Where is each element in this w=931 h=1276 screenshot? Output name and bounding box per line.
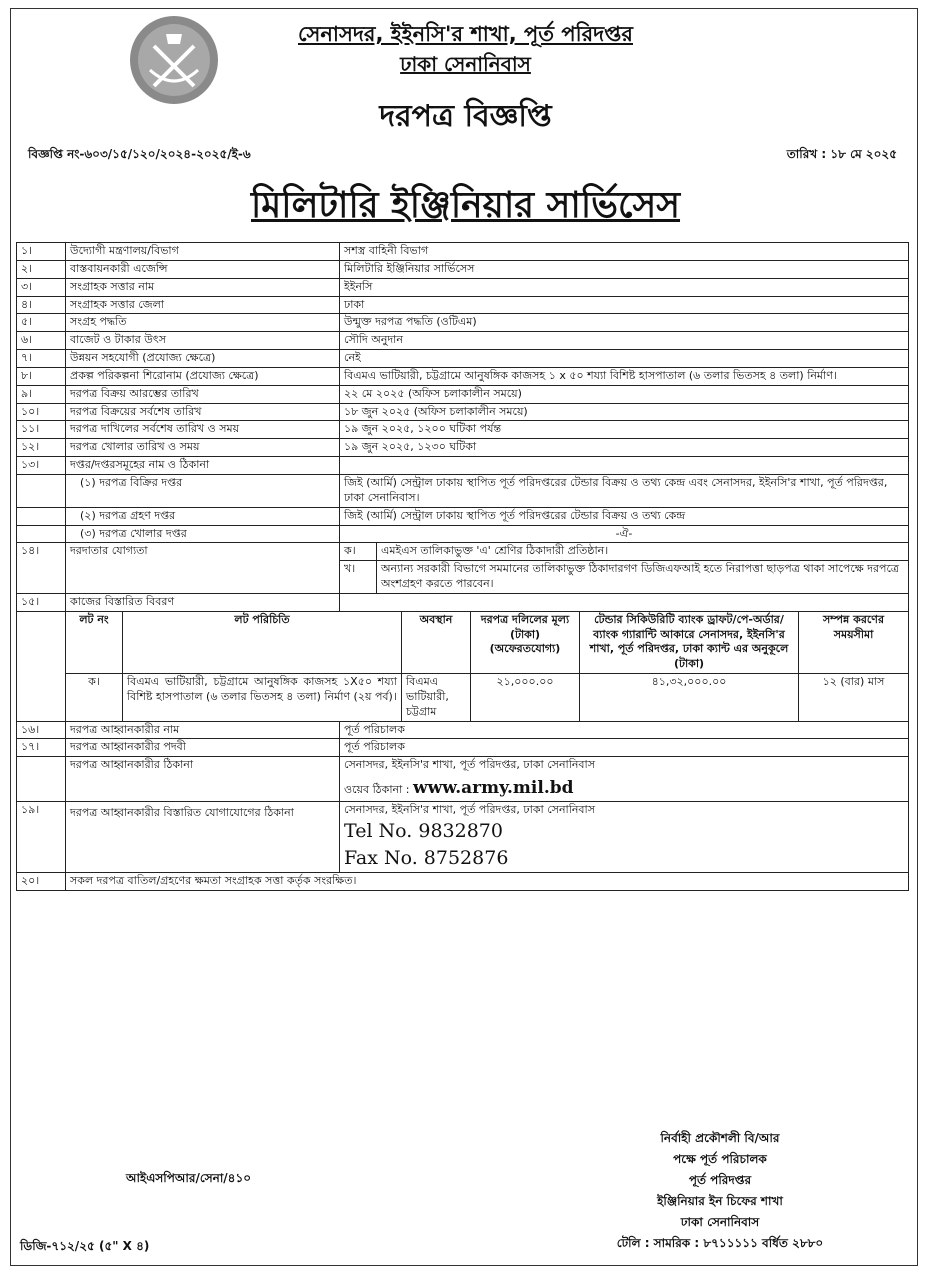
row-label: (৩) দরপত্র খোলার দপ্তর [66, 525, 340, 543]
table-row [17, 593, 909, 611]
row-value: নেই [340, 350, 909, 368]
row-value: বিএমএ ভাটিয়ারী, চট্টগ্রামে আনুষঙ্গিক কাজসহ ১ x ৫০ শয্যা বিশিষ্ট হাসপাতাল (৬ তলার ভিতসহ ৪ তলা) নির্মাণ। [340, 367, 909, 385]
row-label: (১) দরপত্র বিক্রির দপ্তর [66, 474, 340, 507]
row-label: দরপত্র বিক্রয়ের সর্বশেষ তারিখ [66, 403, 340, 421]
lot-duration: ১২ (বার) মাস [799, 674, 909, 721]
row-label: উন্নয়ন সহযোগী (প্রযোজ্য ক্ষেত্রে) [66, 350, 340, 368]
row-number: ৭। [17, 350, 66, 368]
row-number: ৪। [17, 296, 66, 314]
row-value: পূর্ত পরিচালক [340, 721, 909, 739]
row-number: ১৬। [17, 721, 66, 739]
table-row [17, 873, 909, 891]
row-label: দরপত্র খোলার তারিখ ও সময় [66, 439, 340, 457]
table-row [17, 474, 909, 507]
notice-date: তারিখ : ১৮ মে ২০২৫ [786, 147, 897, 161]
row-number: ১৩। [17, 457, 66, 475]
signature-line: ঢাকা সেনানিবাস [680, 1215, 760, 1229]
row-number: ২। [17, 260, 66, 278]
row-number [17, 757, 66, 802]
row-number: ১৯। [17, 802, 66, 873]
row-label: সংগ্রাহক সত্তার জেলা [66, 296, 340, 314]
table-row [17, 332, 909, 350]
col-lot-no: লট নং [66, 612, 123, 674]
row-number: ৬। [17, 332, 66, 350]
row-number: ১৭। [17, 739, 66, 757]
table-row [17, 350, 909, 368]
table-row [17, 611, 909, 721]
row-number: ১২। [17, 439, 66, 457]
table-row [17, 802, 909, 873]
web-label: ওয়েব ঠিকানা : [344, 783, 410, 797]
table-row [17, 421, 909, 439]
row-value: ২২ মে ২০২৫ (অফিস চলাকালীন সময়ে) [340, 385, 909, 403]
row-label: প্রকল্প পরিকল্পনা শিরোনাম (প্রযোজ্য ক্ষেত্রে) [66, 367, 340, 385]
row-label: দরপত্র আহ্বানকারীর নাম [66, 721, 340, 739]
row-value: ১৯ জুন ২০২৫, ১২৩০ ঘটিকা [340, 439, 909, 457]
list-item: অন্যান্য সরকারী বিভাগে সমমানের তালিকাভুক্ত ঠিকাদারগণ ডিজিএফআই হতে নিরাপত্তা ছাড়পত্র থাকা সাপেক্ষে দরপত্রে অংশগ্রহণ করতে পারবেন। [377, 561, 909, 593]
row-value: ১৮ জুন ২০২৫ (অফিস চলাকালীন সময়ে) [340, 403, 909, 421]
table-row [17, 739, 909, 757]
reference-number: বিজ্ঞপ্তি নং-৬০৩/১৫/১২০/২০২৪-২০২৫/ই-৬ [28, 147, 251, 161]
table-row [17, 243, 909, 261]
table-row [17, 721, 909, 739]
office-line2: ঢাকা সেনানিবাস [400, 52, 531, 76]
row-number: ৮। [17, 367, 66, 385]
row-value: উন্মুক্ত দরপত্র পদ্ধতি (ওটিএম) [340, 314, 909, 332]
table-row [17, 260, 909, 278]
org-title: মিলিটারি ইঞ্জিনিয়ার সার্ভিসেস [250, 185, 681, 226]
signature-line: পূর্ত পরিদপ্তর [688, 1173, 752, 1187]
row-number: ১০। [17, 403, 66, 421]
row-value: ঢাকা [340, 296, 909, 314]
ispr-number: আইএসপিআর/সেনা/৪১০ [126, 1171, 252, 1185]
row-number: ২০। [17, 873, 66, 891]
row-value: ১৯ জুন ২০২৫, ১২০০ ঘটিকা পর্যন্ত [340, 421, 909, 439]
row-label: দপ্তর/দপ্তরসমূহের নাম ও ঠিকানা [66, 457, 340, 475]
col-location: অবস্থান [402, 612, 471, 674]
row-value: মিলিটারি ইঞ্জিনিয়ার সার্ভিসেস [340, 260, 909, 278]
table-row [17, 367, 909, 385]
lot-header-row [17, 612, 908, 674]
contact-address: সেনাসদর, ইইনসি'র শাখা, পূর্ত পরিদপ্তর, ঢাকা সেনানিবাস [344, 803, 595, 817]
list-marker: খ। [340, 561, 377, 593]
notice-title: দরপত্র বিজ্ঞপ্তি [379, 99, 552, 134]
signature-line: নির্বাহী প্রকৌশলী বি/আর [660, 1131, 780, 1145]
row-label: সংগ্রাহক সত্তার নাম [66, 278, 340, 296]
lot-location: বিএমএ ভাটিয়ারী, চট্টগ্রাম [402, 674, 471, 721]
row-label: দরপত্র দাখিলের সর্বশেষ তারিখ ও সময় [66, 421, 340, 439]
col-lot-desc: লট পরিচিতি [123, 612, 402, 674]
row-number: ১৫। [17, 593, 66, 611]
row-label: দরদাতার যোগ্যতা [66, 543, 340, 594]
row-value: জিই (আর্মি) সেন্ট্রাল ঢাকায় স্থাপিত পূর্ত পরিদপ্তরের টেন্ডার বিক্রয় ও তথ্য কেন্দ্র [340, 507, 909, 525]
row-number: ৫। [17, 314, 66, 332]
signature-line: ইঞ্জিনিয়ার ইন চিফের শাখা [657, 1194, 783, 1208]
col-doc-price: দরপত্র দলিলের মূল্য (টাকা) (অফেরতযোগ্য) [471, 612, 580, 674]
row-value: জিই (আর্মি) সেন্ট্রাল ঢাকায় স্থাপিত পূর্ত পরিদপ্তরের টেন্ডার বিক্রয় ও তথ্য কেন্দ্র এবং সেনাসদর, ইইনসি'র শাখা, পূর্ত পরিদপ্তর, ঢাকা সেনানিবাস। [340, 474, 909, 507]
table-row [17, 403, 909, 421]
list-marker: ক। [340, 543, 377, 560]
col-security: টেন্ডার সিকিউরিটি ব্যাংক ড্রাফট/পে-অর্ডার/ব্যাংক গ্যারান্টি আকারে সেনাসদর, ইইনসি'র শাখা, পূর্ত পরিদপ্তর, ঢাকা ক্যান্ট এর অনুকূলে (টাকা) [580, 612, 799, 674]
signature-line: টেলি : সামরিক : ৮৭১১১১১ বর্ধিত ২৮৮০ [616, 1236, 824, 1250]
fax-number: Fax No. 8752876 [344, 846, 509, 869]
website-link[interactable]: www.army.mil.bd [413, 778, 574, 799]
lot-security: ৪১,৩২,০০০.০০ [580, 674, 799, 721]
tel-number: Tel No. 9832870 [344, 819, 503, 842]
row-number: ৯। [17, 385, 66, 403]
table-row [17, 314, 909, 332]
address-value: সেনাসদর, ইইনসি'র শাখা, পূর্ত পরিদপ্তর, ঢাকা সেনানিবাস [344, 758, 595, 772]
table-row [17, 507, 909, 525]
col-duration: সম্পন্ন করণের সময়সীমা [799, 612, 909, 674]
row-number: ১। [17, 243, 66, 261]
row-label: দরপত্র আহ্বানকারীর বিস্তারিত যোগাযোগের ঠিকানা [66, 802, 340, 873]
lot-doc-price: ২১,০০০.০০ [471, 674, 580, 721]
dfp-code: ডিজি-৭১২/২৫ (৫" X ৪) [20, 1239, 150, 1253]
lot-number: ক। [66, 674, 123, 721]
table-row [17, 525, 909, 543]
lot-row [17, 674, 908, 721]
signature-line: পক্ষে পূর্ত পরিচালক [673, 1152, 767, 1166]
table-row [17, 757, 909, 802]
row-value: সশস্ত্র বাহিনী বিভাগ [340, 243, 909, 261]
row-label: বাজেট ও টাকার উৎস [66, 332, 340, 350]
row-number: ১১। [17, 421, 66, 439]
office-line1: সেনাসদর, ইইনসি'র শাখা, পূর্ত পরিদপ্তর [298, 22, 633, 46]
row-number: ৩। [17, 278, 66, 296]
row-value: -ঐ- [340, 525, 909, 543]
row-label: দরপত্র বিক্রয় আরম্ভের তারিখ [66, 385, 340, 403]
row-number: ১৪। [17, 543, 66, 594]
tender-table [16, 242, 909, 891]
table-row [17, 439, 909, 457]
row-value: সৌদি অনুদান [340, 332, 909, 350]
row-label: কাজের বিস্তারিত বিবরণ [66, 593, 340, 611]
row-value: ইইনসি [340, 278, 909, 296]
row-label: দরপত্র আহ্বানকারীর ঠিকানা [66, 757, 340, 802]
lot-description: বিএমএ ভাটিয়ারী, চট্টগ্রামে আনুষঙ্গিক কাজসহ ১X৫০ শয্যা বিশিষ্ট হাসপাতাল (৬ তলার ভিতসহ ৪ তলা) নির্মাণ (২য় পর্ব)। [123, 674, 402, 721]
row-label: উদ্যোগী মন্ত্রণালয়/বিভাগ [66, 243, 340, 261]
qualification-list [340, 543, 908, 593]
row-label: (২) দরপত্র গ্রহণ দপ্তর [66, 507, 340, 525]
list-item: এমইএস তালিকাভুক্ত 'এ' শ্রেণির ঠিকাদারী প্রতিষ্ঠান। [377, 543, 909, 560]
row-label: বাস্তবায়নকারী এজেন্সি [66, 260, 340, 278]
table-row [17, 278, 909, 296]
lot-table [17, 612, 908, 721]
table-row [17, 385, 909, 403]
table-row [17, 543, 909, 594]
row-label: দরপত্র আহ্বানকারীর পদবী [66, 739, 340, 757]
row-value: পূর্ত পরিচালক [340, 739, 909, 757]
row-value: সকল দরপত্র বাতিল/গ্রহণের ক্ষমতা সংগ্রাহক সত্তা কর্তৃক সংরক্ষিত। [66, 873, 909, 891]
table-row [17, 457, 909, 475]
row-label: সংগ্রহ পদ্ধতি [66, 314, 340, 332]
signature-block [560, 1128, 880, 1254]
table-row [17, 296, 909, 314]
